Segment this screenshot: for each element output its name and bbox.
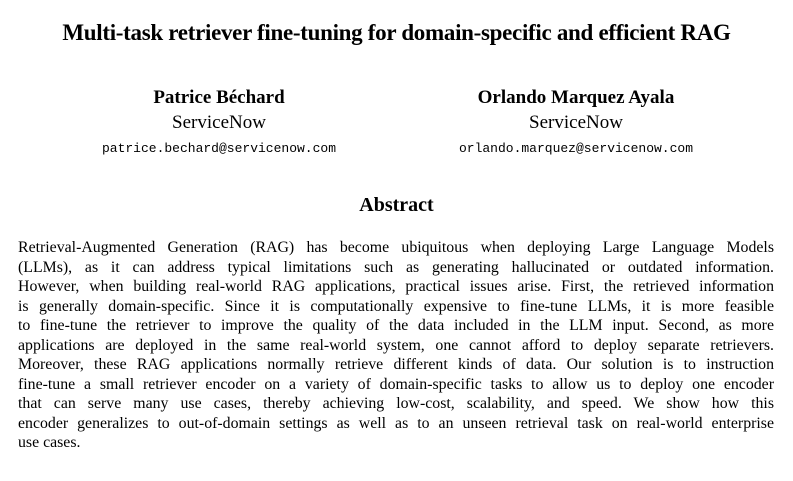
- author-email: orlando.marquez@servicenow.com: [458, 141, 694, 156]
- abstract-line: encoder generalizes to out-of-domain settings as well as to an unseen retrieval task on real-world enterprise: [18, 414, 774, 432]
- author-name: Orlando Marquez Ayala: [477, 87, 675, 108]
- author-affiliation: ServiceNow: [172, 112, 266, 133]
- abstract-body: [18, 238, 774, 453]
- author-email: patrice.bechard@servicenow.com: [101, 141, 337, 156]
- author-name: Patrice Béchard: [153, 87, 285, 108]
- abstract-line: Moreover, these RAG applications normally retrieve different kinds of data. Our solution is to instruction: [18, 356, 774, 373]
- abstract-heading: Abstract: [359, 194, 434, 216]
- abstract-line: is generally domain-specific. Since it is computationally expensive to fine-tune LLMs, it is more feasible: [18, 297, 774, 315]
- abstract-line: Retrieval-Augmented Generation (RAG) has become ubiquitous when deploying Large Language Models: [18, 239, 774, 256]
- abstract-line: fine-tune a small retriever encoder on a variety of domain-specific tasks to allow us to deploy one encoder: [18, 375, 774, 393]
- abstract-line: (LLMs), as it can address typical limitations such as generating hallucinated or outdated information.: [18, 258, 774, 276]
- author-block-1: [59, 86, 379, 161]
- author-block-2: [416, 86, 736, 161]
- abstract-line: However, when building real-world RAG applications, practical issues arise. First, the retrieved information: [18, 278, 774, 295]
- paper-title: Multi-task retriever fine-tuning for domain-specific and efficient RAG: [62, 20, 731, 45]
- abstract-line: use cases.: [18, 434, 81, 451]
- author-affiliation: ServiceNow: [529, 112, 623, 133]
- abstract-line: to fine-tune the retriever to improve the quality of the data included in the LLM input. Second, as more: [18, 317, 774, 334]
- abstract-line: applications are deployed in the same real-world system, one cannot afford to deploy separate retrievers.: [18, 336, 774, 354]
- abstract-line: that can serve many use cases, thereby achieving low-cost, scalability, and speed. We show how this: [18, 395, 774, 412]
